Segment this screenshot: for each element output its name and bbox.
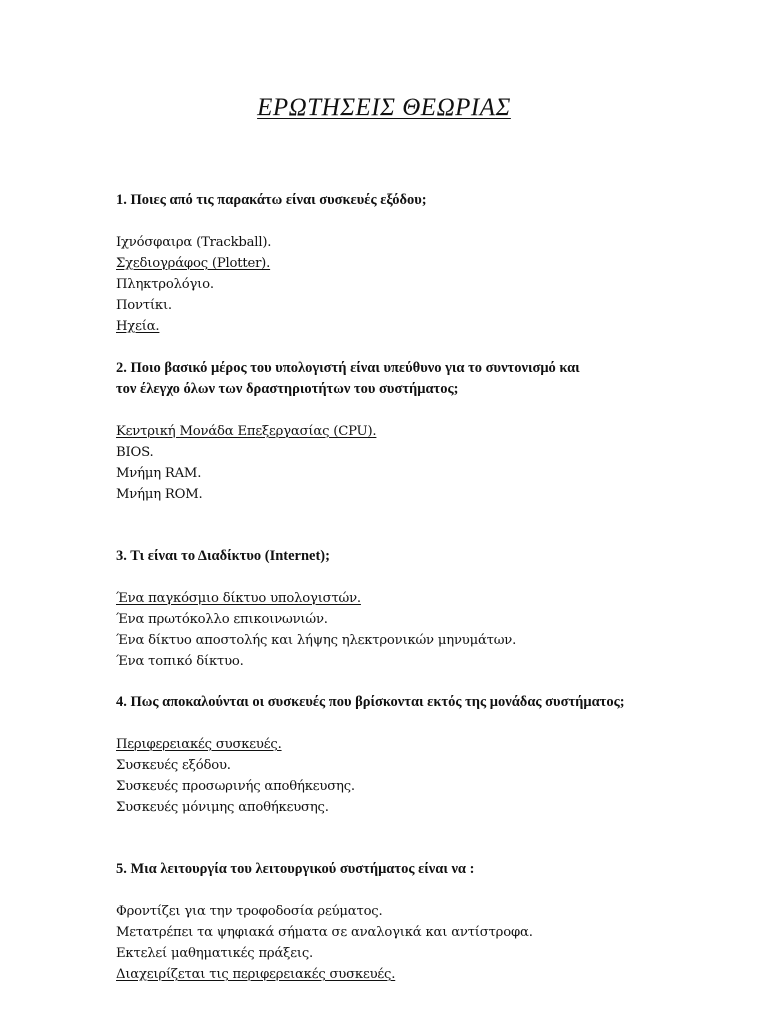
question-block-5 — [116, 859, 676, 985]
answer-item: Συσκευές μόνιμης αποθήκευσης. — [116, 800, 329, 815]
answer-item: Σχεδιογράφος (Plotter). — [116, 256, 271, 271]
answer-list — [116, 421, 586, 505]
answer-list — [116, 734, 676, 818]
answer-item: Ηχεία. — [116, 319, 160, 334]
question-block-4 — [116, 692, 676, 818]
question-text: 4. Πως αποκαλούνται οι συσκευές που βρίσκονται εκτός της μονάδας συστήματος; — [116, 694, 625, 710]
answer-item: Μετατρέπει τα ψηφιακά σήματα σε αναλογικά και αντίστροφα. — [116, 925, 533, 940]
question-text: 1. Ποιες από τις παρακάτω είναι συσκευές εξόδου; — [116, 192, 427, 208]
answer-item: Φροντίζει για την τροφοδοσία ρεύματος. — [116, 904, 383, 919]
answer-item: Ποντίκι. — [116, 298, 172, 313]
answer-list — [116, 901, 676, 985]
answer-item: Ένα δίκτυο αποστολής και λήψης ηλεκτρονικών μηνυμάτων. — [116, 633, 517, 648]
answer-item: Διαχειρίζεται τις περιφερειακές συσκευές. — [116, 967, 396, 982]
answer-item: Περιφερειακές συσκευές. — [116, 737, 282, 752]
answer-item: Εκτελεί μαθηματικές πράξεις. — [116, 946, 314, 961]
answer-item: Μνήμη ROM. — [116, 487, 203, 502]
answer-item: Ένα πρωτόκολλο επικοινωνιών. — [116, 612, 328, 627]
question-block-3 — [116, 546, 676, 672]
question-block-2 — [116, 358, 586, 505]
answer-list — [116, 232, 676, 337]
answer-item: Συσκευές εξόδου. — [116, 758, 231, 773]
question-text: 3. Τι είναι το Διαδίκτυο (Internet); — [116, 548, 330, 564]
answer-item: Κεντρική Μονάδα Επεξεργασίας (CPU). — [116, 424, 377, 439]
document-title: ΕΡΩΤΗΣΕΙΣ ΘΕΩΡΙΑΣ — [257, 94, 511, 121]
question-block-1 — [116, 190, 676, 337]
answer-item: BIOS. — [116, 445, 154, 460]
answer-item: Μνήμη RAM. — [116, 466, 202, 481]
answer-list — [116, 588, 676, 672]
answer-item: Ένα τοπικό δίκτυο. — [116, 654, 244, 669]
answer-item: Συσκευές προσωρινής αποθήκευσης. — [116, 779, 355, 794]
question-text: 2. Ποιο βασικό μέρος του υπολογιστή είναι υπεύθυνο για το συντονισμό και τον έλεγχο όλων των δραστηριοτήτων του συστήματος; — [116, 360, 580, 397]
answer-item: Πληκτρολόγιο. — [116, 277, 214, 292]
question-text: 5. Μια λειτουργία του λειτουργικού συστήματος είναι να : — [116, 861, 475, 877]
answer-item: Ένα παγκόσμιο δίκτυο υπολογιστών. — [116, 591, 361, 606]
answer-item: Ιχνόσφαιρα (Trackball). — [116, 235, 272, 250]
